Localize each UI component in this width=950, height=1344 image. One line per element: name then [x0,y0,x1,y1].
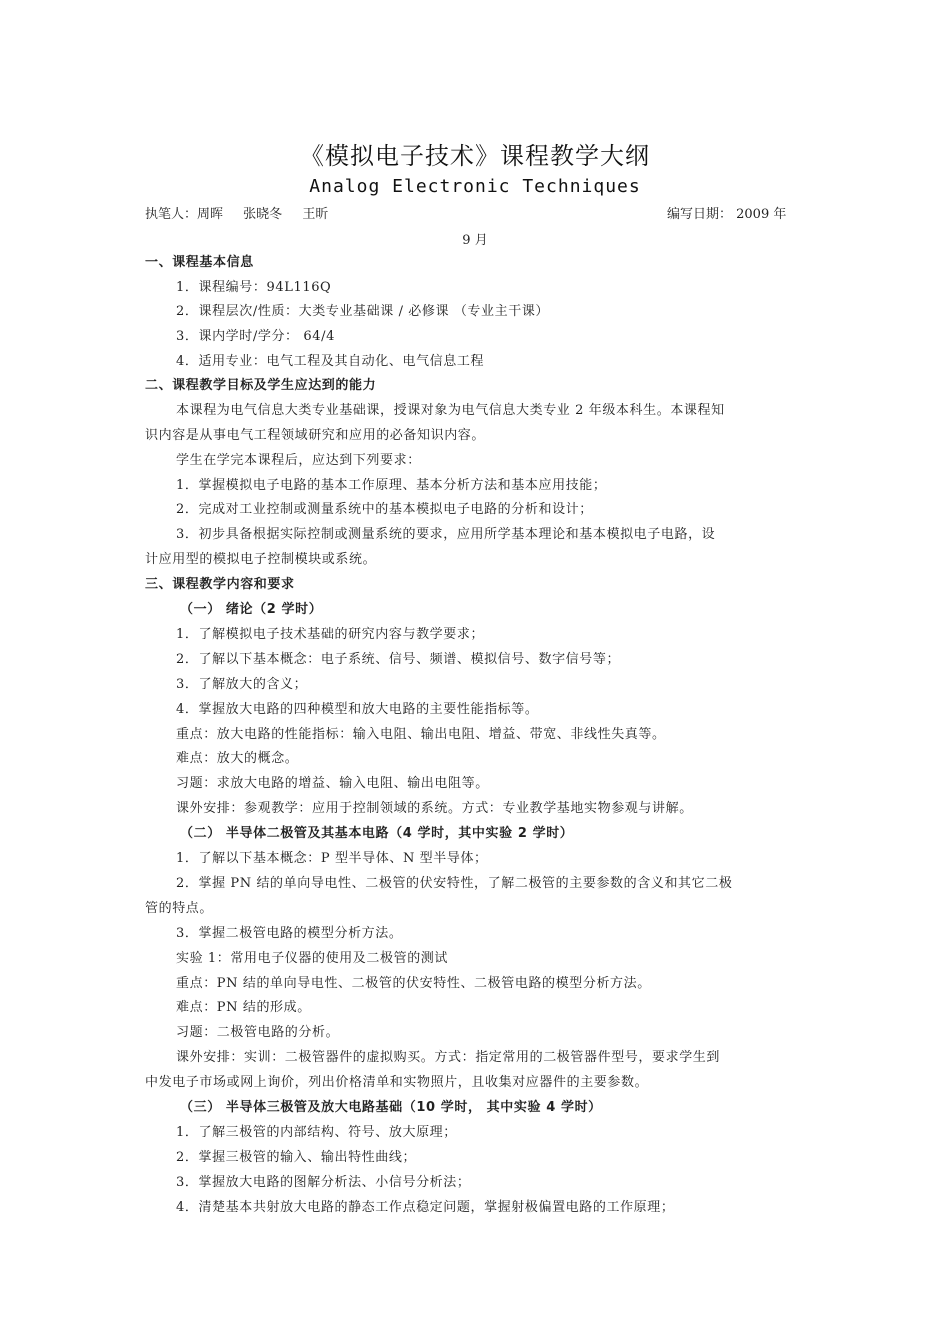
extracurricular-continuation: 中发电子市场或网上询价，列出价格清单和实物照片，且收集对应器件的主要参数。 [145,1075,649,1090]
list-item: 3．了解放大的含义； [176,677,308,692]
author-2: 张晓冬 [243,207,283,222]
key-points: 重点：放大电路的性能指标：输入电阻、输出电阻、增益、带宽、非线性失真等。 [176,727,666,742]
list-item: 3．掌握放大电路的图解分析法、小信号分析法； [176,1175,471,1190]
list-item: 3．初步具备根据实际控制或测量系统的要求，应用所学基本理论和基本模拟电子电路，设 [176,527,716,542]
list-item: 1．了解三极管的内部结构、符号、放大原理； [176,1125,457,1140]
list-item: 2．掌握 PN 结的单向导电性、二极管的伏安特性，了解二极管的主要参数的含义和其它二极 [176,876,733,891]
exercises: 习题：求放大电路的增益、输入电阻、输出电阻等。 [176,776,489,791]
list-item: 1．掌握模拟电子电路的基本工作原理、基本分析方法和基本应用技能； [176,478,607,493]
key-points: 重点：PN 结的单向导电性、二极管的伏安特性、二极管电路的模型分析方法。 [176,976,651,991]
author-3: 王昕 [302,207,329,222]
section-2-heading: 二、课程教学目标及学生应达到的能力 [145,378,377,393]
list-item: 4．适用专业：电气工程及其自动化、电气信息工程 [176,354,485,369]
list-item: 1．课程编号：94L116Q [176,280,332,295]
chapter-2-heading: （二） 半导体二极管及其基本电路（4 学时，其中实验 2 学时） [180,826,574,841]
section-1-heading: 一、课程基本信息 [145,255,254,270]
paragraph-line: 本课程为电气信息大类专业基础课，授课对象为电气信息大类专业 2 年级本科生。本课程知 [176,403,725,418]
author-line [145,203,344,222]
list-item-continuation: 计应用型的模拟电子控制模块或系统。 [145,552,377,567]
lab-item: 实验 1：常用电子仪器的使用及二极管的测试 [176,951,449,966]
chapter-3-heading: （三） 半导体三极管及放大电路基础（10 学时， 其中实验 4 学时） [180,1100,602,1115]
list-item-continuation: 管的特点。 [145,901,214,916]
author-1: 执笔人：周晖 [145,207,224,222]
chapter-1-heading: （一） 绪论（2 学时） [180,602,323,617]
list-item: 4．清楚基本共射放大电路的静态工作点稳定问题，掌握射极偏置电路的工作原理； [176,1200,675,1215]
list-item: 4．掌握放大电路的四种模型和放大电路的主要性能指标等。 [176,702,539,717]
section-3-heading: 三、课程教学内容和要求 [145,577,295,592]
list-item: 1．了解模拟电子技术基础的研究内容与教学要求； [176,627,485,642]
document-subtitle: Analog Electronic Techniques [309,176,641,197]
extracurricular: 课外安排：参观教学：应用于控制领域的系统。方式：专业教学基地实物参观与讲解。 [176,801,693,816]
difficult-points: 难点：PN 结的形成。 [176,1000,311,1015]
list-item: 3．课内学时/学分： 64/4 [176,329,335,344]
difficult-points: 难点：放大的概念。 [176,751,299,766]
paragraph-line: 识内容是从事电气工程领域研究和应用的必备知识内容。 [145,428,486,443]
date-line: 编写日期： 2009 年 [667,207,787,222]
list-item: 2．课程层次/性质：大类专业基础课 / 必修课 （专业主干课） [176,304,550,319]
list-item: 3．掌握二极管电路的模型分析方法。 [176,926,403,941]
extracurricular: 课外安排：实训：二极管器件的虚拟购买。方式：指定常用的二极管器件型号，要求学生到 [176,1050,721,1065]
list-item: 2．了解以下基本概念：电子系统、信号、频谱、模拟信号、数字信号等； [176,652,621,667]
paragraph-line: 学生在学完本课程后，应达到下列要求： [176,453,421,468]
document-title: 《模拟电子技术》课程教学大纲 [300,142,650,170]
exercises: 习题：二极管电路的分析。 [176,1025,340,1040]
list-item: 2．完成对工业控制或测量系统中的基本模拟电子电路的分析和设计； [176,502,593,517]
date-month: 9 月 [462,233,488,248]
list-item: 1．了解以下基本概念：P 型半导体、N 型半导体； [176,851,488,866]
list-item: 2．掌握三极管的输入、输出特性曲线； [176,1150,417,1165]
